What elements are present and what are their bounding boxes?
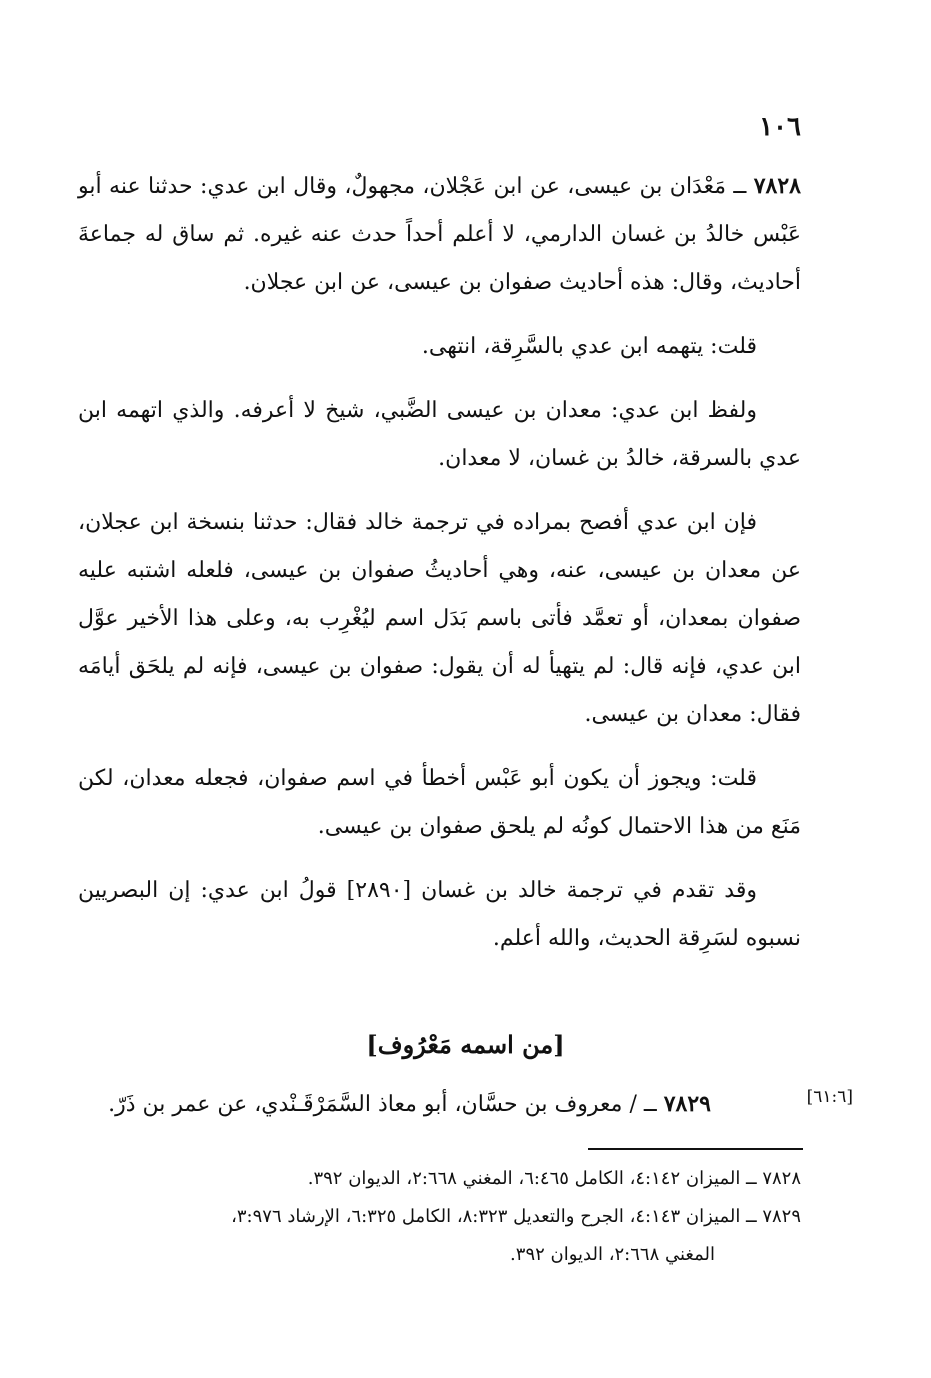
- footnote: ٧٨٢٩ ــ الميزان ٤:١٤٣، الجرح والتعديل ٨:٣٢٣، الكامل ٦:٣٢٥، الإرشاد ٣:٩٧٦،: [231, 1206, 801, 1227]
- paragraph: ولفظ ابن عدي: معدان بن عيسى الضَّبي، شيخ لا أعرفه. والذي اتهمه ابن عدي بالسرقة، خالدُ بن غسان، لا معدان.: [78, 398, 801, 471]
- paragraph: وقد تقدم في ترجمة خالد بن غسان [٢٨٩٠] قولُ ابن عدي: إن البصريين نسبوه لسَرِقة الحديث، والله أعلم.: [78, 878, 801, 951]
- paragraph: قلت: ويجوز أن يكون أبو عَبْس أخطأ في اسم صفوان، فجعله معدان، لكن مَنَع من هذا الاحتمال كونُه لم يلحق صفوان بن عيسى.: [78, 766, 801, 839]
- footnote: ٧٨٢٨ ــ الميزان ٤:١٤٢، الكامل ٦:٤٦٥، المغني ٢:٦٦٨، الديوان ٣٩٢.: [307, 1168, 801, 1189]
- entry-7829-line: [108, 1080, 711, 1129]
- entry-7828-paragraph: [78, 162, 801, 307]
- footnote-divider: [588, 1148, 803, 1150]
- entry-text: ــ مَعْدَان بن عيسى، عن ابن عَجْلان، مجهولٌ، وقال ابن عدي: حدثنا عنه أبو عَبْس خالدُ بن غسان الدارمي، لا أعلم أحداً حدث عنه غيره. ثم ساق له جماعةَ أحاديث، وقال: هذه أحاديث صفوان بن عيسى، عن ابن عجلان.: [78, 174, 801, 295]
- footnotes: [78, 1160, 801, 1274]
- footnote-continuation: المغني ٢:٦٦٨، الديوان ٣٩٢.: [510, 1244, 715, 1265]
- section-heading: [من اسمه مَعْرُوف]: [366, 1030, 565, 1059]
- main-text: [78, 162, 801, 963]
- page-number: ١٠٦: [759, 112, 801, 142]
- entry-text: ــ / معروف بن حسَّان، أبو معاذ السَّمَرْقَـنْدي، عن عمر بن ذَرّ.: [108, 1092, 664, 1117]
- entry-number: ٧٨٢٩: [663, 1091, 711, 1117]
- paragraph: فإن ابن عدي أفصح بمراده في ترجمة خالد فقال: حدثنا بنسخة ابن عجلان، عن معدان بن عيسى، عنه، وهي أحاديثُ صفوان بن عيسى، فلعله اشتبه عليه صفوان بمعدان، أو تعمَّد فأتى باسم بَدَل اسم ليُغْرِب به، وعلى هذا الأخير عوَّل ابن عدي، فإنه قال: لم يتهيأ له أن يقول: صفوان بن عيسى، فإنه لم يلحَق أيامَه فقال: معدان بن عيسى.: [78, 510, 801, 727]
- volume-page-reference: [٦١:٦]: [806, 1087, 853, 1107]
- paragraph: قلت: يتهمه ابن عدي بالسَّرِقة، انتهى.: [421, 334, 757, 359]
- entry-number: ٧٨٢٨: [753, 173, 801, 199]
